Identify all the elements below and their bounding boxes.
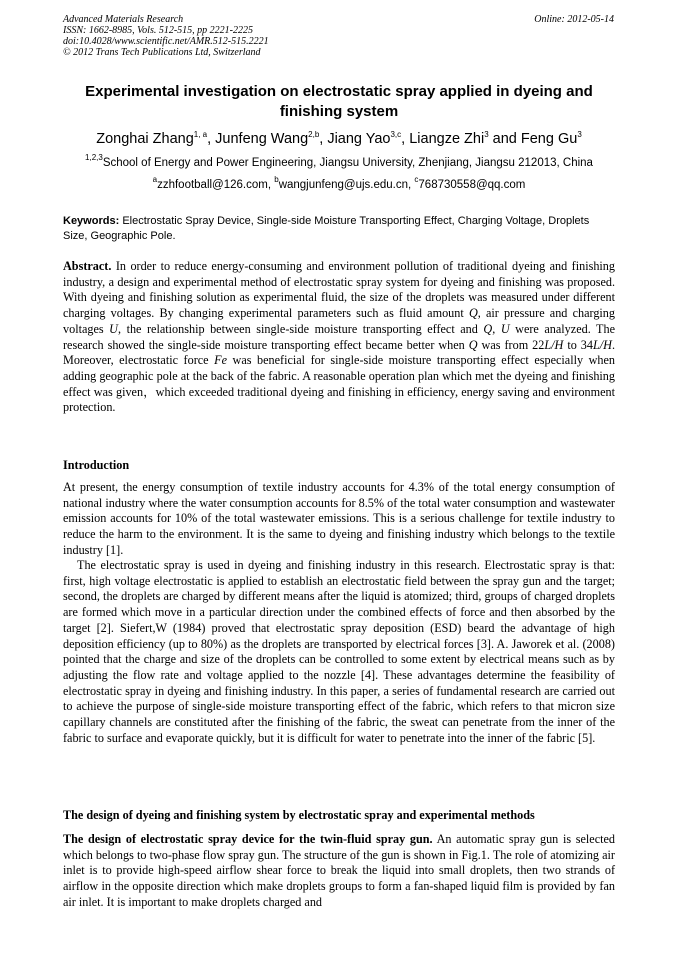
author-name: Junfeng Wang — [215, 131, 309, 147]
paper-title: Experimental investigation on electrostatic spray applied in dyeing and finishing system — [85, 83, 593, 120]
abstract-text: . Moreover, electrostatic force — [63, 337, 615, 368]
author-name: Feng Gu — [520, 131, 578, 147]
abstract-text: In order to reduce energy-consuming and environment pollution of traditional dyeing and finishing industry, a design and experimental method of electrostatic spray system for dyeing and finishing was proposed. With dyeing and finishing solution as experimental fluid, the size of the droplets was measured under different charging voltages. By changing experimental parameters such as fluid amount — [63, 259, 615, 321]
author-separator: , — [401, 131, 410, 147]
email-separator: , — [408, 179, 415, 191]
abstract-text: , the relationship between single-side moisture transporting effect and — [117, 321, 484, 336]
affiliation — [63, 153, 615, 171]
abstract-text: , — [492, 321, 501, 336]
design-section-heading: The design of dyeing and finishing system by electrostatic spray and experimental methods — [63, 808, 535, 822]
abstract-variable: Q — [468, 337, 478, 352]
email-sup: b — [274, 175, 279, 184]
doi-line[interactable]: doi:10.4028/www.scientific.net/AMR.512-515.2221 — [63, 36, 269, 47]
abstract-variable: Q — [483, 321, 493, 336]
abstract-variable: L/H — [592, 337, 612, 352]
author-name: Jiang Yao — [327, 131, 391, 147]
issn-line: ISSN: 1662-8985, Vols. 512-515, pp 2221-2225 — [63, 25, 253, 36]
keywords — [63, 214, 615, 244]
abstract-variable: U — [109, 321, 118, 336]
email-sup: a — [152, 175, 158, 184]
email-address[interactable]: wangjunfeng@ujs.edu.cn — [278, 179, 409, 191]
affiliation-sup: 1,2,3 — [85, 153, 103, 162]
introduction-paragraph-2: The electrostatic spray is used in dyeing and finishing industry in this research. Electrostatic spray is that: first, high voltage electrostatic is applied to establish an electrostatic field between the spray gun and the target; second, the droplets are charged by different means after the liquid is atomized; third, groups of charged droplets are formed which move in a particular direction under the combined effects of force and then absorbed by the target [2]. Siefert,W (1984) proved that electrostatic spray deposition (ESD) beard the advantage of high deposition efficiency (up to 80%) as the droplets are transported by electrical forces [3]. A. Jaworek et al. (2008) pointed that the charge and size of the droplets can be controlled to some extent by electrical means such as by adjusting the flow rate and voltage applied to the nozzle [4]. These advantages determine the feasibility of electrostatic spray in dyeing and finishing industry. In this paper, a series of fundamental research are carried out to achieve the purpose of single-side moisture transporting effect of the fabric, which refers to that micron size capillary channels are constituted after the finishing of the fabric, the sweat can penetrate from the inner of the fabric to surface and evaporate quickly, but it is difficult for water to penetrate into the inner of the fabric [5]. — [63, 558, 615, 745]
email-list — [63, 175, 615, 193]
author-affiliation-sup: 3 — [484, 130, 489, 139]
author-list — [63, 130, 615, 148]
abstract-text: were analyzed. The research showed the single-side moisture transporting effect became better when — [63, 321, 616, 352]
abstract-text: , air pressure and charging voltages — [63, 306, 615, 336]
author-affiliation-sup: 3,c — [390, 130, 402, 139]
copyright-line: © 2012 Trans Tech Publications Ltd, Switzerland — [63, 47, 261, 58]
email-address[interactable]: zzhfootball@126.com — [157, 179, 268, 191]
email-sup: c — [414, 175, 419, 184]
abstract-variable: L/H — [544, 337, 564, 352]
keywords-text: Electrostatic Spray Device, Single-side Moisture Transporting Effect, Charging Voltage, Droplets Size, Geographic Pole. — [63, 215, 590, 242]
abstract-text: was beneficial for single-side moisture transporting effect especially when adding geographic pole at the back of the fabric. A reasonable operation plan which met the dyeing and finishing effect was given，which exceeded traditional dyeing and finishing in efficiency, energy saving and environment protection. — [63, 353, 615, 415]
abstract-text: was from 22 — [477, 337, 545, 352]
abstract-variable: Fe — [214, 353, 227, 368]
abstract-body — [63, 259, 615, 414]
author-separator: and — [488, 131, 521, 147]
abstract-variable: Q — [468, 306, 478, 321]
design-section-paragraph — [63, 832, 615, 911]
online-date: Online: 2012-05-14 — [534, 14, 614, 25]
author-affiliation-sup: 1, a — [193, 130, 208, 139]
author-affiliation-sup: 3 — [577, 130, 582, 139]
email-separator: , — [267, 179, 275, 191]
email-address[interactable]: 768730558@qq.com — [418, 179, 526, 191]
journal-header — [63, 14, 463, 58]
journal-name: Advanced Materials Research — [63, 14, 184, 25]
introduction-paragraph-1: At present, the energy consumption of textile industry accounts for 4.3% of the total energy consumption of national industry where the water consumption accounts for 8.5% of the total water consumption and wastewater emission accounts for 10% of the total wastewater emissions. This is a serious challenge for textile industry to reduce the harm to the environment. It is the same to dyeing and finishing industry which belongs to the textile industry [1]. — [63, 480, 615, 557]
author-affiliation-sup: 2,b — [308, 130, 320, 139]
design-section-text: An automatic spray gun is selected which belongs to two-phase flow spray gun. The structure of the gun is shown in Fig.1. The role of atomizing air inlet is to provide high-speed airflow shear force to break the liquid into small droplets, then two strands of airflow in the opposite direction which make droplets groups to form a fan-shaped liquid film is provided by fan air inlet. It is important to make droplets charged and — [63, 832, 615, 909]
introduction-heading: Introduction — [63, 458, 130, 472]
keywords-label: Keywords: — [63, 215, 120, 227]
abstract-text: to 34 — [563, 337, 593, 352]
affiliation-text: School of Energy and Power Engineering, Jiangsu University, Zhenjiang, Jiangsu 212013, China — [102, 157, 593, 169]
author-name: Liangze Zhi — [409, 131, 485, 147]
design-subheading: The design of electrostatic spray device for the twin-fluid spray gun. — [63, 832, 433, 846]
author-separator: , — [319, 131, 328, 147]
abstract-variable: U — [500, 321, 510, 336]
abstract-label: Abstract. — [63, 259, 112, 273]
author-name: Zonghai Zhang — [96, 131, 194, 147]
author-separator: , — [207, 131, 216, 147]
abstract — [63, 259, 615, 416]
